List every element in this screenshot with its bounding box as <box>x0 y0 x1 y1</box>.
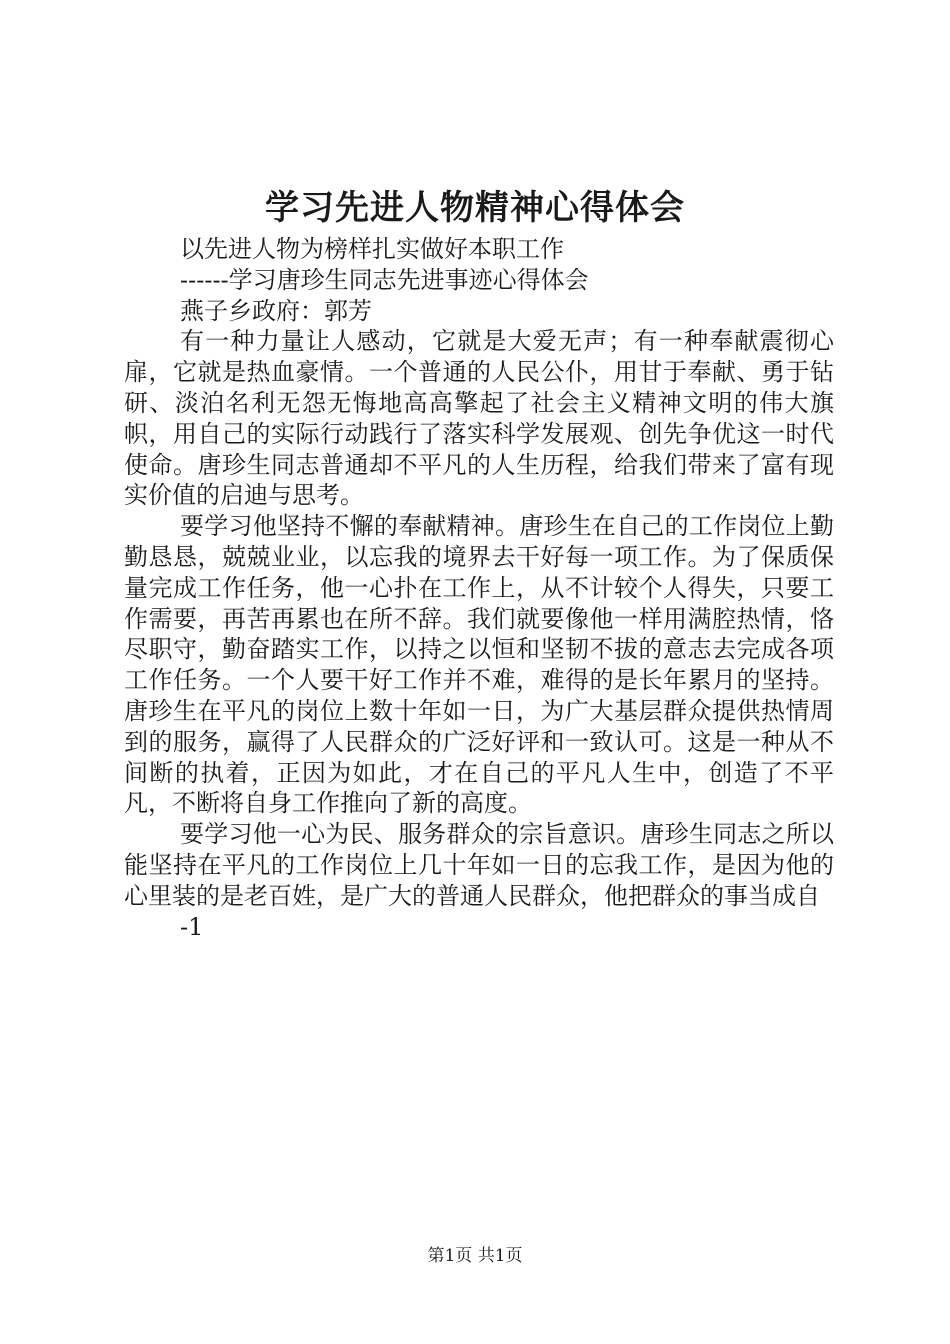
document-subtitle: 以先进人物为榜样扎实做好本职工作 <box>180 235 564 263</box>
document-title: 学习先进人物精神心得体会 <box>265 188 685 228</box>
inline-page-number: -1 <box>180 912 204 941</box>
document-body <box>124 234 834 942</box>
paragraph-3: 要学习他一心为民、服务群众的宗旨意识。唐珍生同志之所以能坚持在平凡的工作岗位上几十年如一日的忘我工作，是因为他的心里装的是老百姓，是广大的普通人民群众，他把群众的事当成自 <box>124 820 834 910</box>
document-sub-subtitle: ------学习唐珍生同志先进事迹心得体会 <box>180 265 589 294</box>
page-footer: 第1页 共1页 <box>427 1246 523 1266</box>
paragraph-2: 要学习他坚持不懈的奉献精神。唐珍生在自己的工作岗位上勤勤恳恳，兢兢业业，以忘我的境界去干好每一项工作。为了保质保量完成工作任务，他一心扑在工作上，从不计较个人得失，只要工作需要，再苦再累也在所不辞。我们就要像他一样用满腔热情，恪尽职守，勤奋踏实工作，以持之以恒和坚韧不拔的意志去完成各项工作任务。一个人要干好工作并不难，难得的是长年累月的坚持。唐珍生在平凡的岗位上数十年如一日，为广大基层群众提供热情周到的服务，赢得了人民群众的广泛好评和一致认可。这是一种从不间断的执着，正因为如此，才在自己的平凡人生中，创造了不平凡，不断将自身工作推向了新的高度。 <box>124 512 834 818</box>
paragraph-1: 有一种力量让人感动，它就是大爱无声；有一种奉献震彻心扉，它就是热血豪情。一个普通的人民公仆，用甘于奉献、勇于钻研、淡泊名利无怨无悔地高高擎起了社会主义精神文明的伟大旗帜，用自己的实际行动践行了落实科学发展观、创先争优这一时代使命。唐珍生同志普通却不平凡的人生历程，给我们带来了富有现实价值的启迪与思考。 <box>124 327 834 510</box>
author-line: 燕子乡政府：郭芳 <box>180 296 372 325</box>
